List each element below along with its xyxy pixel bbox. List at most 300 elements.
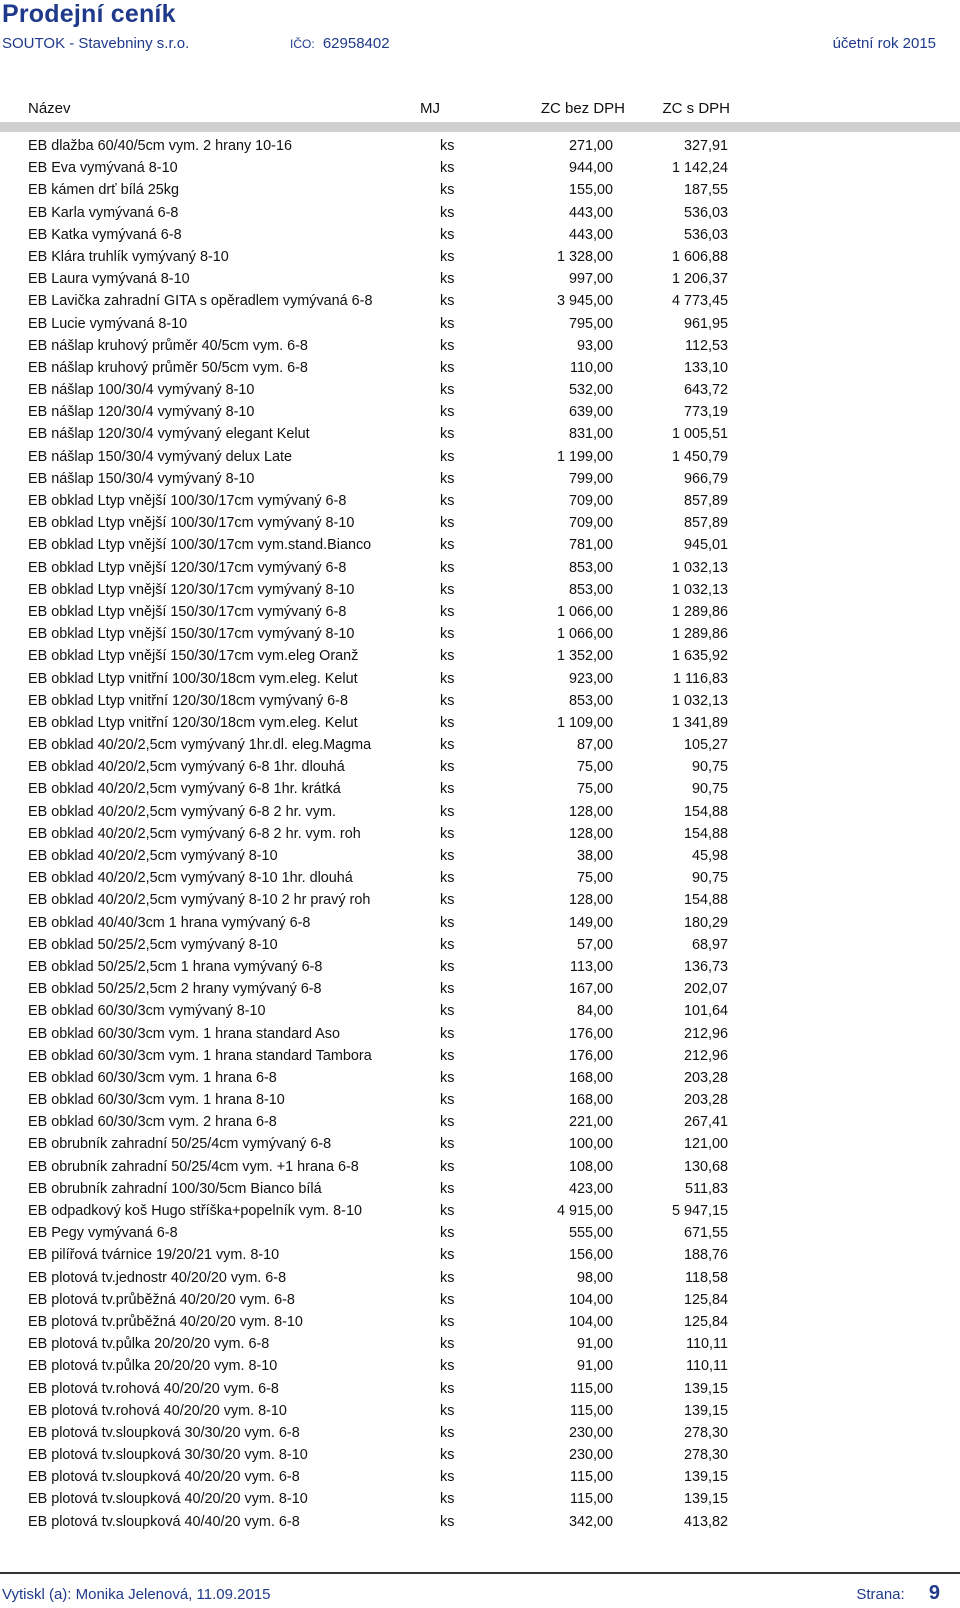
item-unit: ks [440, 692, 455, 709]
item-price-gross: 203,28 [683, 1092, 728, 1109]
item-price-net: 944,00 [568, 160, 613, 177]
item-price-net: 91,00 [576, 1336, 613, 1353]
item-price-gross: 857,89 [683, 493, 728, 509]
item-name: EB Laura vymývaná 8-10 [28, 271, 190, 288]
item-unit: ks [440, 470, 455, 487]
item-price-gross: 267,41 [683, 1114, 728, 1131]
table-row [0, 446, 960, 468]
item-price-gross: 90,75 [691, 759, 728, 776]
item-price-gross: 1 005,51 [671, 426, 728, 443]
item-price-gross: 643,72 [683, 382, 728, 399]
table-row [0, 1289, 960, 1311]
table-row [0, 1311, 960, 1333]
item-price-gross: 154,88 [683, 803, 728, 820]
item-price-gross: 202,07 [683, 981, 728, 998]
item-price-gross: 536,03 [683, 226, 728, 243]
item-unit: ks [440, 803, 455, 820]
item-name: EB obklad 40/40/3cm 1 hrana vymývaný 6-8 [28, 914, 311, 931]
table-row [0, 135, 960, 157]
item-price-gross: 133,10 [683, 359, 728, 376]
column-header [0, 100, 960, 122]
item-unit: ks [440, 781, 455, 798]
item-unit: ks [440, 138, 455, 154]
item-price-gross: 961,95 [683, 315, 728, 332]
item-price-net: 167,00 [568, 981, 613, 998]
item-name: EB obklad Ltyp vnější 150/30/17cm vymývaný 8-10 [28, 626, 355, 643]
item-price-net: 1 066,00 [556, 603, 613, 620]
item-price-net: 104,00 [568, 1291, 613, 1308]
item-unit: ks [440, 581, 455, 598]
item-price-gross: 1 032,13 [671, 692, 728, 709]
item-name: EB kámen drť bílá 25kg [28, 182, 179, 199]
item-unit: ks [440, 1025, 455, 1042]
item-name: EB Katka vymývaná 6-8 [28, 226, 182, 243]
item-name: EB obklad Ltyp vnější 120/30/17cm vymývaný 8-10 [28, 581, 355, 598]
item-name: EB obrubník zahradní 50/25/4cm vymývaný 6-8 [28, 1136, 332, 1153]
item-unit: ks [440, 537, 455, 554]
item-price-gross: 857,89 [683, 515, 728, 532]
item-price-net: 75,00 [576, 759, 613, 776]
item-name: EB nášlap 120/30/4 vymývaný elegant Kelut [28, 426, 310, 443]
item-price-net: 443,00 [568, 226, 613, 243]
table-row [0, 690, 960, 712]
item-price-net: 75,00 [576, 870, 613, 887]
item-price-net: 795,00 [568, 315, 613, 332]
table-row [0, 1222, 960, 1244]
item-price-net: 93,00 [576, 337, 613, 354]
footer [0, 1582, 960, 1606]
item-name: EB plotová tv.sloupková 30/30/20 vym. 8-10 [28, 1447, 308, 1464]
item-price-gross: 139,15 [683, 1380, 728, 1397]
item-price-net: 108,00 [568, 1158, 613, 1175]
item-price-net: 113,00 [570, 958, 613, 975]
item-unit: ks [440, 1158, 455, 1175]
item-price-net: 1 352,00 [556, 648, 613, 665]
item-name: EB obklad 60/30/3cm vym. 1 hrana standard Aso [28, 1025, 340, 1042]
item-unit: ks [440, 426, 455, 443]
item-price-net: 1 066,00 [556, 626, 613, 643]
column-mj: MJ [420, 100, 440, 117]
table-row [0, 1511, 960, 1533]
item-unit: ks [440, 1291, 455, 1308]
item-price-gross: 1 206,37 [671, 271, 728, 288]
item-price-net: 115,00 [570, 1380, 613, 1397]
item-unit: ks [440, 1180, 455, 1197]
table-row [0, 1133, 960, 1155]
item-name: EB Eva vymývaná 8-10 [28, 160, 178, 177]
item-unit: ks [440, 1269, 455, 1286]
item-name: EB Lavička zahradní GITA s opěradlem vymývaná 6-8 [28, 293, 373, 310]
item-price-net: 128,00 [568, 803, 613, 820]
company-name: SOUTOK - Stavebniny s.r.o. [2, 35, 190, 52]
column-zc-bez-dph: ZC bez DPH [540, 100, 625, 117]
item-name: EB nášlap 150/30/4 vymývaný delux Late [28, 448, 292, 465]
item-price-net: 57,00 [576, 936, 613, 953]
item-unit: ks [440, 1358, 455, 1375]
item-name: EB obklad 60/30/3cm vym. 1 hrana 6-8 [28, 1069, 277, 1086]
item-price-gross: 130,68 [683, 1158, 728, 1175]
item-name: EB nášlap 120/30/4 vymývaný 8-10 [28, 404, 255, 421]
item-name: EB obklad 50/25/2,5cm vymývaný 8-10 [28, 936, 278, 953]
item-unit: ks [440, 1313, 455, 1330]
item-price-net: 168,00 [568, 1092, 613, 1109]
item-name: EB obklad 50/25/2,5cm 1 hrana vymývaný 6-8 [28, 958, 323, 975]
item-price-gross: 101,64 [683, 1003, 728, 1020]
item-name: EB obklad 40/20/2,5cm vymývaný 1hr.dl. eleg.Magma [28, 737, 372, 754]
item-unit: ks [440, 1203, 455, 1219]
item-unit: ks [440, 404, 455, 421]
item-price-gross: 413,82 [683, 1513, 728, 1530]
item-price-net: 176,00 [568, 1047, 613, 1064]
table-row [0, 978, 960, 1000]
ico [290, 35, 390, 52]
table-row [0, 335, 960, 357]
item-price-gross: 1 032,13 [671, 581, 728, 598]
item-price-net: 128,00 [568, 892, 613, 909]
table-row [0, 823, 960, 845]
table-row [0, 1178, 960, 1200]
table-row [0, 1466, 960, 1488]
table-row [0, 512, 960, 534]
item-name: EB plotová tv.půlka 20/20/20 vym. 8-10 [28, 1358, 278, 1375]
item-name: EB obklad Ltyp vnější 100/30/17cm vym.stand.Bianco [28, 537, 372, 554]
item-name: EB obklad 40/20/2,5cm vymývaný 6-8 1hr. krátká [28, 781, 341, 798]
item-price-gross: 1 032,13 [671, 559, 728, 576]
item-name: EB pilířová tvárnice 19/20/21 vym. 8-10 [28, 1247, 280, 1264]
table-row [0, 1267, 960, 1289]
item-price-gross: 966,79 [683, 470, 728, 487]
table-row [0, 1045, 960, 1067]
item-price-gross: 1 116,83 [673, 670, 728, 687]
table-row [0, 1067, 960, 1089]
item-price-gross: 154,88 [683, 825, 728, 842]
item-price-gross: 671,55 [683, 1225, 728, 1242]
item-name: EB odpadkový koš Hugo stříška+popelník vym. 8-10 [28, 1203, 362, 1219]
item-unit: ks [440, 1247, 455, 1264]
item-unit: ks [440, 226, 455, 243]
item-price-gross: 188,76 [683, 1247, 728, 1264]
item-price-net: 155,00 [568, 182, 613, 199]
table-row [0, 268, 960, 290]
item-unit: ks [440, 936, 455, 953]
table-row [0, 867, 960, 889]
item-name: EB plotová tv.rohová 40/20/20 vym. 6-8 [28, 1380, 279, 1397]
printed-by: Vytiskl (a): Monika Jelenová, 11.09.2015 [2, 1586, 271, 1603]
item-unit: ks [440, 515, 455, 532]
item-name: EB obklad Ltyp vnější 100/30/17cm vymývaný 6-8 [28, 493, 347, 509]
table-row [0, 1156, 960, 1178]
item-price-net: 532,00 [568, 382, 613, 399]
item-price-net: 38,00 [576, 848, 613, 864]
table-row [0, 645, 960, 667]
item-price-gross: 1 289,86 [671, 626, 728, 643]
item-name: EB Karla vymývaná 6-8 [28, 204, 179, 221]
item-price-net: 781,00 [568, 537, 613, 554]
item-price-net: 923,00 [568, 670, 613, 687]
column-name: Název [28, 100, 71, 117]
item-unit: ks [440, 1469, 455, 1486]
item-price-net: 799,00 [568, 470, 613, 487]
item-price-gross: 68,97 [691, 936, 728, 953]
item-price-net: 853,00 [568, 692, 613, 709]
table-row [0, 756, 960, 778]
table-row [0, 1244, 960, 1266]
item-price-gross: 278,30 [683, 1447, 728, 1464]
table-row [0, 557, 960, 579]
item-name: EB obklad 40/20/2,5cm vymývaný 8-10 2 hr pravý roh [28, 892, 371, 909]
item-unit: ks [440, 670, 455, 687]
item-unit: ks [440, 1003, 455, 1020]
item-unit: ks [440, 603, 455, 620]
item-price-net: 342,00 [568, 1513, 613, 1530]
item-price-net: 91,00 [576, 1358, 613, 1375]
item-unit: ks [440, 1424, 455, 1441]
table-row [0, 1023, 960, 1045]
table-row [0, 934, 960, 956]
item-name: EB obklad 40/20/2,5cm vymývaný 8-10 1hr. dlouhá [28, 870, 353, 887]
item-name: EB plotová tv.sloupková 30/30/20 vym. 6-8 [28, 1424, 300, 1441]
item-name: EB obklad Ltyp vnější 100/30/17cm vymývaný 8-10 [28, 515, 355, 532]
item-price-net: 1 328,00 [556, 248, 613, 265]
item-name: EB plotová tv.průběžná 40/20/20 vym. 6-8 [28, 1291, 295, 1308]
table-row [0, 1333, 960, 1355]
item-unit: ks [440, 1491, 455, 1508]
item-price-gross: 945,01 [683, 537, 728, 554]
item-price-gross: 5 947,15 [671, 1203, 728, 1219]
item-price-gross: 139,15 [683, 1491, 728, 1508]
item-unit: ks [440, 1047, 455, 1064]
item-price-net: 221,00 [568, 1114, 613, 1131]
item-price-net: 176,00 [568, 1025, 613, 1042]
item-name: EB obklad Ltyp vnitřní 100/30/18cm vym.eleg. Kelut [28, 670, 358, 687]
table-row [0, 1200, 960, 1222]
item-price-net: 831,00 [568, 426, 613, 443]
item-price-gross: 1 341,89 [671, 714, 728, 731]
item-price-net: 4 915,00 [556, 1203, 613, 1219]
item-price-net: 84,00 [576, 1003, 613, 1020]
table-row [0, 357, 960, 379]
item-name: EB obklad 60/30/3cm vym. 1 hrana standard Tambora [28, 1047, 372, 1064]
item-price-net: 1 109,00 [556, 714, 613, 731]
table-row [0, 712, 960, 734]
table-row [0, 1000, 960, 1022]
table-row [0, 1488, 960, 1510]
item-unit: ks [440, 182, 455, 199]
item-price-net: 3 945,00 [556, 293, 613, 310]
item-name: EB plotová tv.sloupková 40/20/20 vym. 8-10 [28, 1491, 308, 1508]
item-unit: ks [440, 958, 455, 975]
item-price-gross: 536,03 [683, 204, 728, 221]
table-row [0, 1378, 960, 1400]
item-unit: ks [440, 160, 455, 177]
item-name: EB nášlap kruhový průměr 50/5cm vym. 6-8 [28, 359, 308, 376]
table-row [0, 734, 960, 756]
table-row [0, 534, 960, 556]
item-name: EB obklad 60/30/3cm vym. 1 hrana 8-10 [28, 1092, 285, 1109]
price-table [0, 135, 960, 1533]
footer-divider [0, 1572, 960, 1574]
item-price-net: 110,00 [570, 359, 613, 376]
page-indicator [856, 1582, 940, 1605]
item-price-gross: 1 606,88 [671, 248, 728, 265]
table-row [0, 601, 960, 623]
item-price-gross: 1 142,24 [671, 160, 728, 177]
table-row [0, 224, 960, 246]
item-price-net: 709,00 [568, 515, 613, 532]
item-unit: ks [440, 870, 455, 887]
item-unit: ks [440, 559, 455, 576]
item-unit: ks [440, 1380, 455, 1397]
item-name: EB obklad 50/25/2,5cm 2 hrany vymývaný 6-8 [28, 981, 322, 998]
item-price-net: 443,00 [568, 204, 613, 221]
item-price-gross: 1 450,79 [671, 448, 728, 465]
item-price-gross: 125,84 [683, 1291, 728, 1308]
item-price-gross: 121,00 [683, 1136, 728, 1153]
table-row [0, 468, 960, 490]
item-name: EB nášlap 100/30/4 vymývaný 8-10 [28, 382, 255, 399]
table-row [0, 623, 960, 645]
item-price-gross: 511,83 [685, 1180, 728, 1197]
table-row [0, 313, 960, 335]
item-price-gross: 110,11 [686, 1358, 728, 1375]
item-unit: ks [440, 1225, 455, 1242]
item-unit: ks [440, 737, 455, 754]
item-price-net: 423,00 [568, 1180, 613, 1197]
item-price-gross: 139,15 [683, 1402, 728, 1419]
item-price-net: 1 199,00 [556, 448, 613, 465]
item-price-gross: 187,55 [683, 182, 728, 199]
item-name: EB obklad 40/20/2,5cm vymývaný 6-8 2 hr. vym. roh [28, 825, 361, 842]
item-price-net: 115,00 [570, 1469, 613, 1486]
item-price-gross: 90,75 [691, 870, 728, 887]
item-unit: ks [440, 1447, 455, 1464]
table-row [0, 202, 960, 224]
item-price-gross: 110,11 [686, 1336, 728, 1353]
item-price-gross: 118,58 [685, 1269, 728, 1286]
item-price-gross: 773,19 [683, 404, 728, 421]
item-name: EB obklad 60/30/3cm vym. 2 hrana 6-8 [28, 1114, 277, 1131]
table-row [0, 845, 960, 867]
table-row [0, 1355, 960, 1377]
header-band [0, 122, 960, 132]
item-unit: ks [440, 892, 455, 909]
item-name: EB obklad Ltyp vnitřní 120/30/18cm vym.eleg. Kelut [28, 714, 358, 731]
item-unit: ks [440, 359, 455, 376]
table-row [0, 1089, 960, 1111]
item-price-gross: 278,30 [683, 1424, 728, 1441]
item-name: EB obklad 40/20/2,5cm vymývaný 6-8 1hr. dlouhá [28, 759, 345, 776]
table-row [0, 1422, 960, 1444]
item-price-net: 997,00 [568, 271, 613, 288]
table-row [0, 157, 960, 179]
table-row [0, 290, 960, 312]
table-row [0, 1400, 960, 1422]
item-price-gross: 125,84 [683, 1313, 728, 1330]
item-unit: ks [440, 1402, 455, 1419]
item-price-net: 230,00 [568, 1424, 613, 1441]
ico-value: 62958402 [322, 35, 390, 52]
item-unit: ks [440, 1136, 455, 1153]
table-row [0, 246, 960, 268]
item-name: EB Lucie vymývaná 8-10 [28, 315, 188, 332]
item-unit: ks [440, 248, 455, 265]
item-price-net: 115,00 [570, 1491, 613, 1508]
item-unit: ks [440, 1092, 455, 1109]
table-row [0, 579, 960, 601]
item-price-gross: 90,75 [691, 781, 728, 798]
table-row [0, 179, 960, 201]
item-price-gross: 180,29 [683, 914, 728, 931]
page-title: Prodejní ceník [2, 0, 176, 28]
item-unit: ks [440, 271, 455, 288]
item-price-net: 98,00 [576, 1269, 613, 1286]
item-price-gross: 212,96 [683, 1025, 728, 1042]
item-price-gross: 203,28 [683, 1069, 728, 1086]
item-name: EB obklad 60/30/3cm vymývaný 8-10 [28, 1003, 266, 1020]
fiscal-year: účetní rok 2015 [832, 35, 936, 52]
item-price-net: 853,00 [568, 559, 613, 576]
item-name: EB obrubník zahradní 100/30/5cm Bianco bílá [28, 1180, 322, 1197]
item-unit: ks [440, 981, 455, 998]
item-name: EB plotová tv.jednostr 40/20/20 vym. 6-8 [28, 1269, 287, 1286]
item-price-gross: 212,96 [683, 1047, 728, 1064]
item-unit: ks [440, 382, 455, 399]
item-price-gross: 1 635,92 [671, 648, 728, 665]
item-price-net: 639,00 [568, 404, 613, 421]
item-name: EB nášlap 150/30/4 vymývaný 8-10 [28, 470, 255, 487]
item-unit: ks [440, 204, 455, 221]
item-price-net: 149,00 [568, 914, 613, 931]
item-name: EB obrubník zahradní 50/25/4cm vym. +1 hrana 6-8 [28, 1158, 359, 1175]
table-row [0, 1111, 960, 1133]
item-price-net: 104,00 [568, 1313, 613, 1330]
item-unit: ks [440, 626, 455, 643]
item-price-net: 100,00 [568, 1136, 613, 1153]
item-price-net: 87,00 [576, 737, 613, 754]
item-unit: ks [440, 825, 455, 842]
item-name: EB plotová tv.sloupková 40/20/20 vym. 6-8 [28, 1469, 300, 1486]
item-price-gross: 45,98 [691, 848, 728, 864]
item-name: EB plotová tv.rohová 40/20/20 vym. 8-10 [28, 1402, 287, 1419]
item-unit: ks [440, 848, 455, 864]
table-row [0, 423, 960, 445]
item-name: EB obklad Ltyp vnější 150/30/17cm vym.eleg Oranž [28, 648, 359, 665]
page-number: 9 [928, 1582, 940, 1604]
item-price-gross: 154,88 [683, 892, 728, 909]
item-name: EB dlažba 60/40/5cm vym. 2 hrany 10-16 [28, 138, 292, 154]
item-price-gross: 105,27 [683, 737, 728, 754]
item-name: EB obklad 40/20/2,5cm vymývaný 8-10 [28, 848, 278, 864]
table-row [0, 778, 960, 800]
item-price-gross: 327,91 [683, 138, 728, 154]
item-unit: ks [440, 648, 455, 665]
item-price-gross: 139,15 [683, 1469, 728, 1486]
item-name: EB plotová tv.průběžná 40/20/20 vym. 8-10 [28, 1313, 303, 1330]
item-price-gross: 1 289,86 [671, 603, 728, 620]
table-row [0, 401, 960, 423]
page-label: Strana: [856, 1586, 905, 1603]
item-price-gross: 4 773,45 [671, 293, 728, 310]
item-name: EB plotová tv.půlka 20/20/20 vym. 6-8 [28, 1336, 270, 1353]
item-unit: ks [440, 337, 455, 354]
item-unit: ks [440, 1069, 455, 1086]
item-price-gross: 136,73 [683, 958, 728, 975]
item-unit: ks [440, 759, 455, 776]
item-name: EB nášlap kruhový průměr 40/5cm vym. 6-8 [28, 337, 308, 354]
item-name: EB Pegy vymývaná 6-8 [28, 1225, 178, 1242]
table-row [0, 1444, 960, 1466]
item-unit: ks [440, 1336, 455, 1353]
